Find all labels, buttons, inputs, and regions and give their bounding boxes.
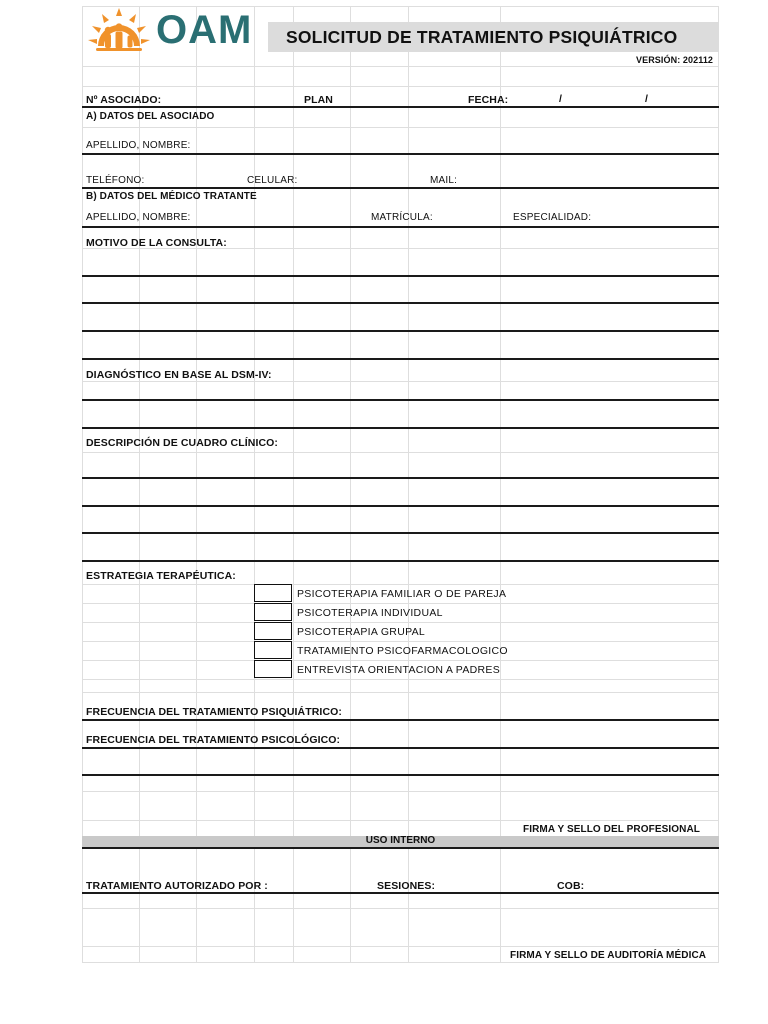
grid-row-line <box>82 66 719 67</box>
plan-label: PLAN <box>304 94 333 106</box>
grid-row-line <box>82 641 719 642</box>
grid-row-line <box>82 127 719 128</box>
divider <box>82 847 719 849</box>
firma-auditoria-label: FIRMA Y SELLO DE AUDITORÍA MÉDICA <box>510 950 707 961</box>
firma-profesional-label: FIRMA Y SELLO DEL PROFESIONAL <box>523 824 700 835</box>
checkbox-familiar[interactable] <box>254 584 292 602</box>
grid-row-line <box>82 622 719 623</box>
divider <box>82 477 719 479</box>
date-slash: / <box>559 93 563 105</box>
sesiones-label: SESIONES: <box>377 880 436 892</box>
divider <box>82 719 719 721</box>
grid-row-line <box>82 603 719 604</box>
grid-row-line <box>82 86 719 87</box>
especialidad-label: ESPECIALIDAD: <box>513 212 592 223</box>
uso-interno-title: USO INTERNO <box>365 835 436 846</box>
divider <box>82 427 719 429</box>
option-label: PSICOTERAPIA GRUPAL <box>297 626 426 638</box>
divider <box>82 226 719 228</box>
grid-col-line <box>718 6 719 962</box>
grid-row-line <box>82 452 719 453</box>
divider <box>82 106 719 108</box>
checkbox-grupal[interactable] <box>254 622 292 640</box>
medico-apellido-nombre-label: APELLIDO, NOMBRE: <box>86 212 191 223</box>
grid-row-line <box>82 692 719 693</box>
telefono-label: TELÉFONO: <box>86 175 145 186</box>
logo-text: OAM <box>156 8 253 52</box>
motivo-label: MOTIVO DE LA CONSULTA: <box>86 237 227 249</box>
frecuencia-psicologico-label: FRECUENCIA DEL TRATAMIENTO PSICOLÓGICO: <box>86 734 341 746</box>
diagnostico-label: DIAGNÓSTICO EN BASE AL DSM-IV: <box>86 369 272 381</box>
autorizado-por-label: TRATAMIENTO AUTORIZADO POR : <box>86 880 268 892</box>
date-slash: / <box>645 93 649 105</box>
divider <box>82 892 719 894</box>
section-b-title: B) DATOS DEL MÉDICO TRATANTE <box>86 191 257 202</box>
divider <box>82 399 719 401</box>
form-title: SOLICITUD DE TRATAMIENTO PSIQUIÁTRICO <box>286 27 678 47</box>
divider <box>82 302 719 304</box>
divider <box>82 532 719 534</box>
divider <box>82 747 719 749</box>
grid-row-line <box>82 660 719 661</box>
descripcion-label: DESCRIPCIÓN DE CUADRO CLÍNICO: <box>86 437 279 449</box>
divider <box>82 505 719 507</box>
asociado-apellido-nombre-label: APELLIDO, NOMBRE: <box>86 140 191 151</box>
fecha-label: FECHA: <box>468 94 509 106</box>
nro-asociado-label: Nº ASOCIADO: <box>86 94 162 106</box>
grid-row-line <box>82 946 719 947</box>
grid-col-line <box>350 6 351 962</box>
divider <box>82 275 719 277</box>
grid-row-line <box>82 820 719 821</box>
grid-row-line <box>82 908 719 909</box>
uso-interno-bar <box>82 836 719 847</box>
estrategia-label: ESTRATEGIA TERAPÉUTICA: <box>86 570 236 582</box>
checkbox-orientacion-padres[interactable] <box>254 660 292 678</box>
divider <box>82 153 719 155</box>
checkbox-psicofarmacologico[interactable] <box>254 641 292 659</box>
mail-label: MAIL: <box>430 175 458 186</box>
sun-family-icon <box>84 6 154 56</box>
option-label: ENTREVISTA ORIENTACION A PADRES <box>297 664 501 676</box>
grid-col-line <box>293 6 294 962</box>
divider <box>82 358 719 360</box>
oam-logo <box>84 6 272 56</box>
section-a-title: A) DATOS DEL ASOCIADO <box>86 111 215 122</box>
checkbox-individual[interactable] <box>254 603 292 621</box>
grid-col-line <box>82 6 83 962</box>
frecuencia-psiquiatrico-label: FRECUENCIA DEL TRATAMIENTO PSIQUIÁTRICO: <box>86 706 342 718</box>
divider <box>82 330 719 332</box>
grid-col-line <box>196 6 197 962</box>
grid-col-line <box>254 6 255 962</box>
option-label: TRATAMIENTO PSICOFARMACOLOGICO <box>297 645 508 657</box>
grid-row-line <box>82 584 719 585</box>
grid-col-line <box>408 6 409 962</box>
grid-col-line <box>500 6 501 962</box>
divider <box>82 774 719 776</box>
option-label: PSICOTERAPIA FAMILIAR O DE PAREJA <box>297 588 507 600</box>
divider <box>82 560 719 562</box>
cob-label: COB: <box>557 880 585 892</box>
option-label: PSICOTERAPIA INDIVIDUAL <box>297 607 443 619</box>
grid-row-line <box>82 962 719 963</box>
celular-label: CELULAR: <box>247 175 298 186</box>
form-title-bar <box>268 22 719 52</box>
grid-row-line <box>82 791 719 792</box>
version-label: VERSIÓN: 202112 <box>636 55 714 65</box>
divider <box>82 187 719 189</box>
grid-row-line <box>82 679 719 680</box>
grid-row-line <box>82 381 719 382</box>
matricula-label: MATRÍCULA: <box>371 212 433 223</box>
